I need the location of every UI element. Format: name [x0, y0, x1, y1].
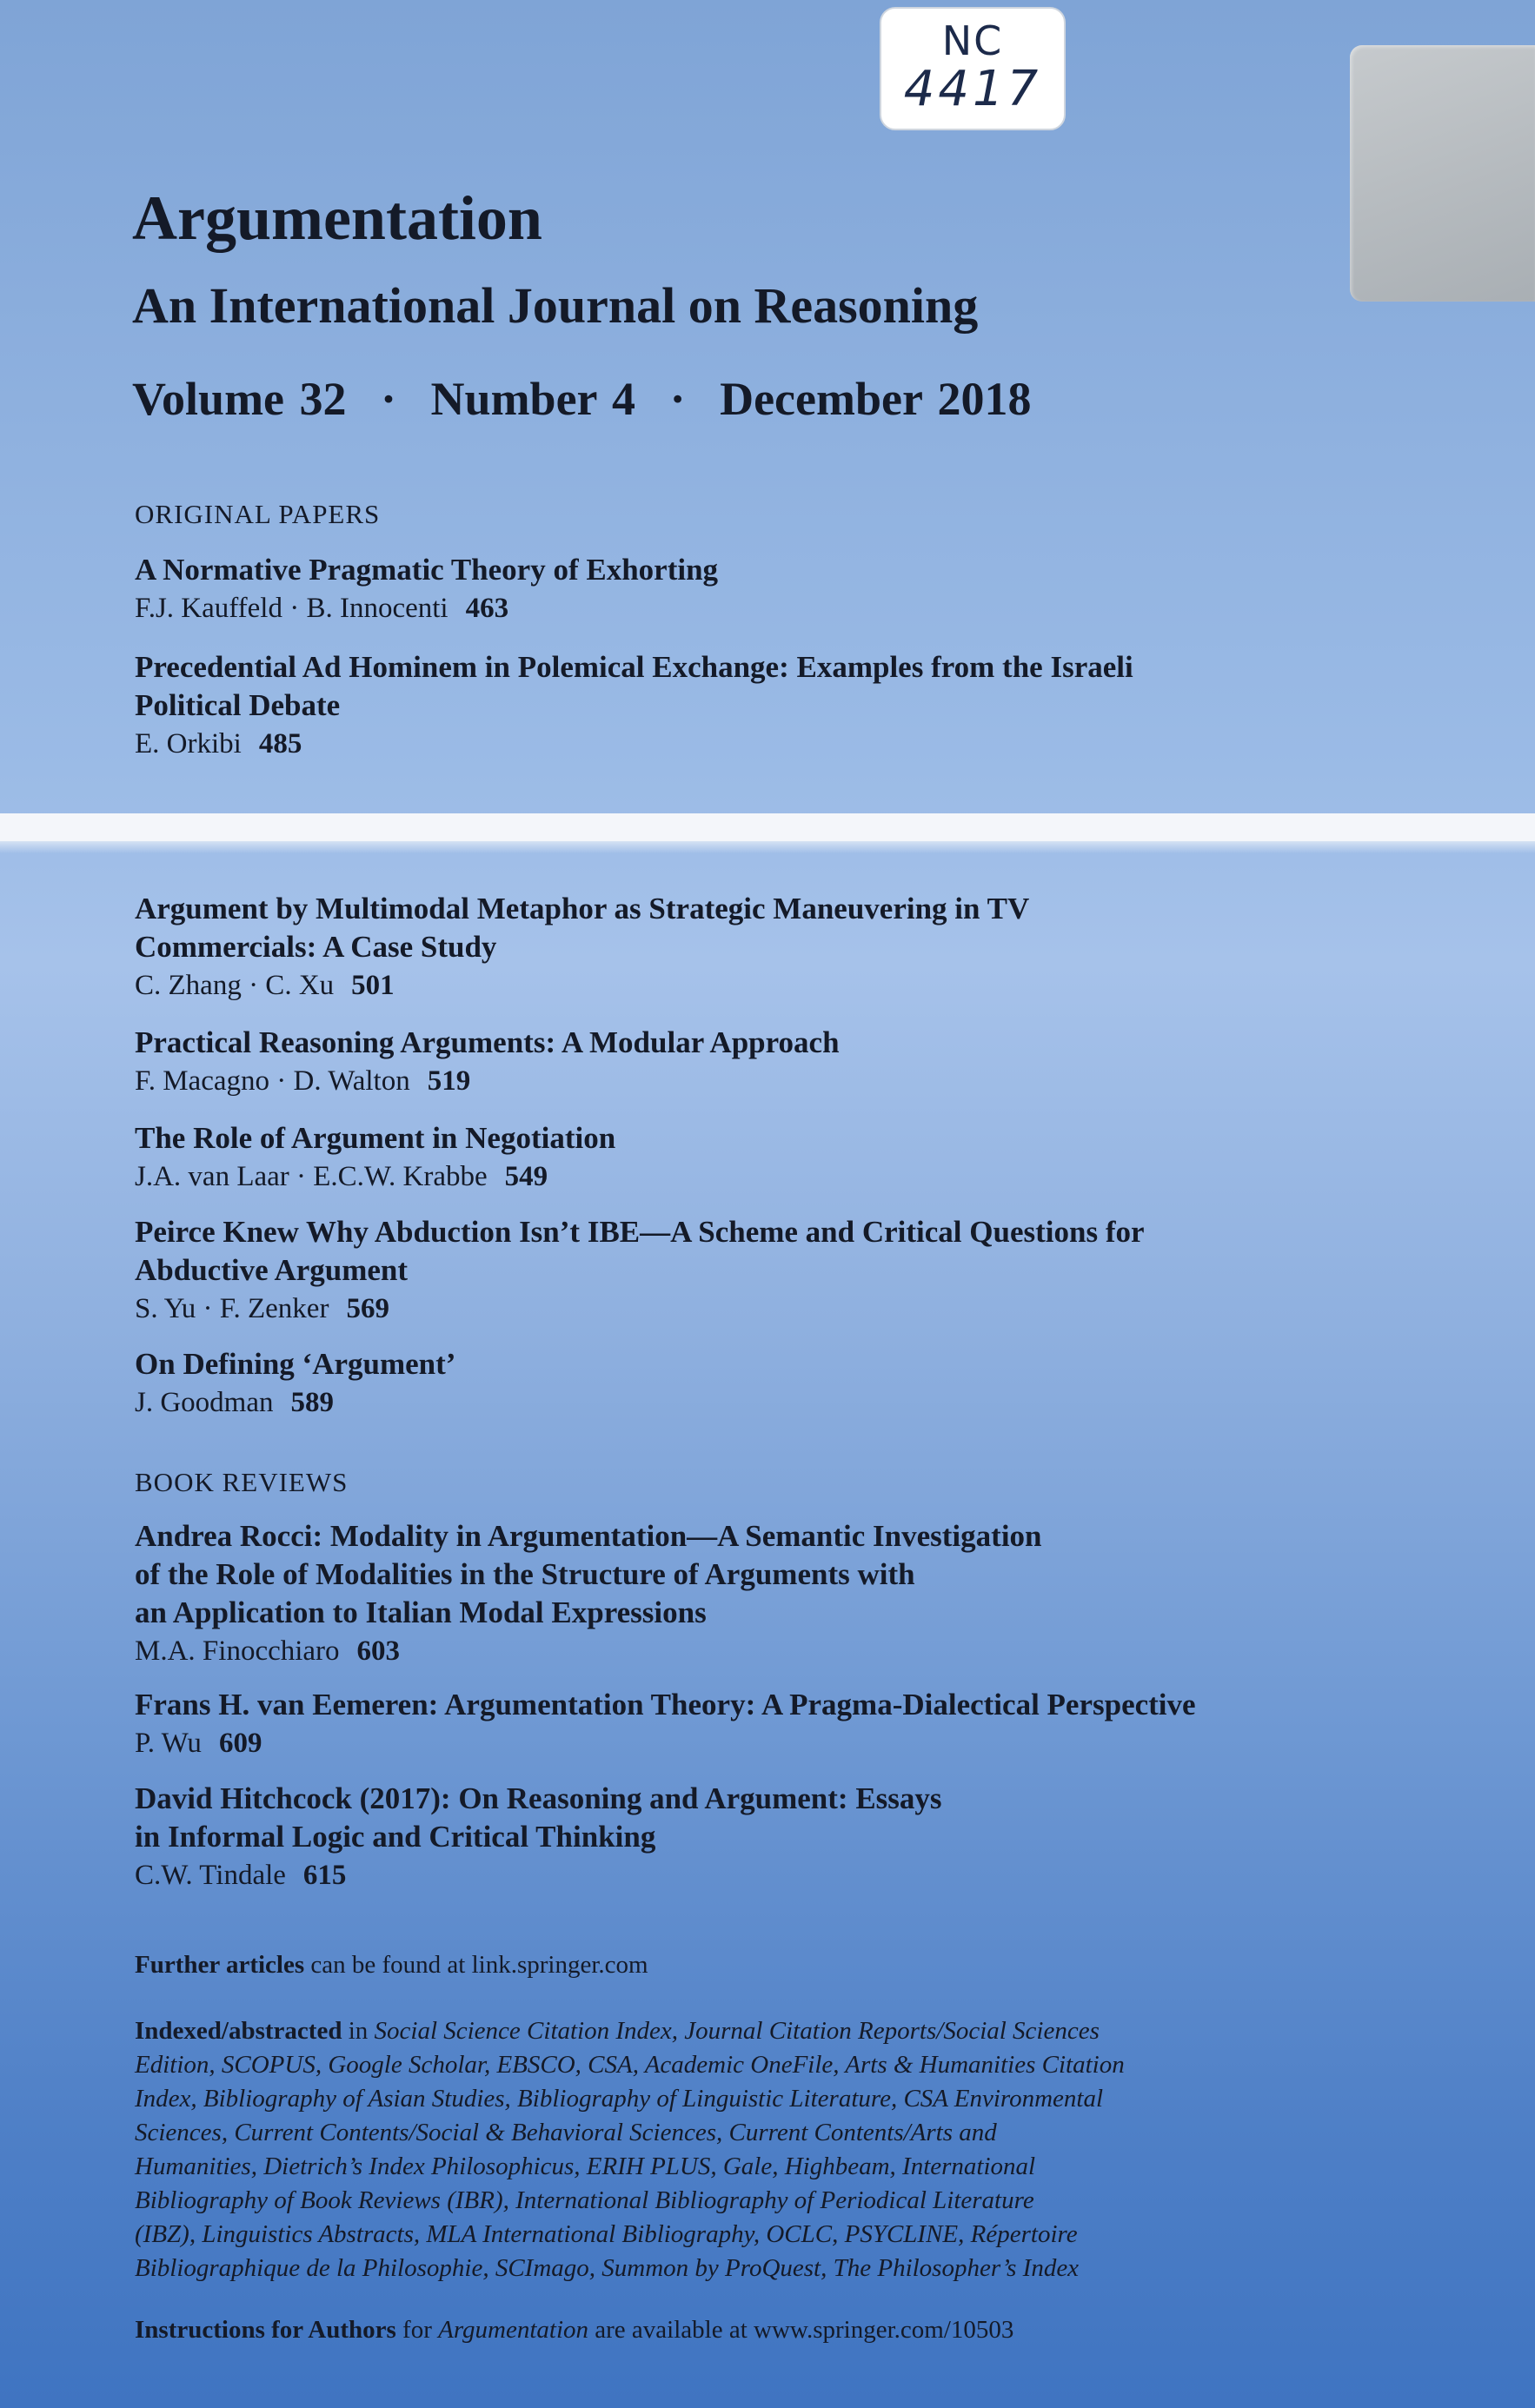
- page-number: 609: [218, 1728, 262, 1759]
- section-book-reviews: BOOK REVIEWS: [135, 1467, 349, 1497]
- page-number: 485: [258, 728, 302, 760]
- article-title: Argument by Multimodal Metaphor as Strategic Maneuvering in TV Commercials: A Case Study: [135, 892, 1030, 964]
- indexed-abstracted-note: Indexed/abstracted in Social Science Citation Index, Journal Citation Reports/Social Sciences Edition, SCOPUS, Google Scholar, EBSCO, CSA, Academic OneFile, Arts & Humanities Citation Index, Bibliography of Asian Studies, Bibliography of Linguistic Literature, CSA Environmental Sciences, Current Contents/Social & Behavioral Sciences, Current Contents/Arts and Humanities, Dietrich’s Index Philosophicus, ERIH PLUS, Gale, Highbeam, International Bibliography of Book Reviews (IBR), International Bibliography of Periodical Literature (IBZ), Linguistics Abstracts, MLA International Bibliography, OCLC, PSYCLINE, Répertoire Bibliographique de la Philosophie, SCImago, Summon by ProQuest, The Philosopher’s Index: [135, 2017, 1125, 2282]
- article-title: Peirce Knew Why Abduction Isn’t IBE—A Scheme and Critical Questions for Abductive Argument: [135, 1215, 1145, 1287]
- toc-entry: [135, 1119, 615, 1196]
- review-author: M.A. Finocchiaro 603: [135, 1635, 401, 1667]
- toc-entry: [135, 890, 1029, 1005]
- call-number-line1: NC: [941, 17, 1004, 64]
- toc-entry: [135, 1517, 1042, 1670]
- page-number: 615: [302, 1860, 347, 1891]
- toc-entry: [135, 1686, 1196, 1762]
- call-number-line2: 4417: [903, 61, 1042, 117]
- article-authors: F.J. Kauffeld · B. Innocenti 463: [135, 593, 509, 624]
- issue-number: Number 4: [430, 373, 636, 425]
- article-title: The Role of Argument in Negotiation: [135, 1121, 616, 1155]
- toc-entry: [135, 1780, 942, 1894]
- review-title: Frans H. van Eemeren: Argumentation Theory: A Pragma-Dialectical Perspective: [135, 1688, 1196, 1721]
- article-authors: J. Goodman 589: [135, 1387, 334, 1418]
- review-title: Andrea Rocci: Modality in Argumentation—A Semantic Investigation of the Role of Modalities in the Structure of Arguments with an Application to Italian Modal Expressions: [135, 1519, 1042, 1629]
- page-number: 569: [346, 1293, 389, 1324]
- article-authors: S. Yu · F. Zenker 569: [135, 1293, 389, 1324]
- article-authors: J.A. van Laar · E.C.W. Krabbe 549: [135, 1161, 548, 1192]
- toc-entry: [135, 1345, 455, 1422]
- article-authors: E. Orkibi 485: [135, 728, 302, 760]
- section-original-papers: ORIGINAL PAPERS: [135, 499, 381, 529]
- page-number: 463: [465, 593, 509, 624]
- article-title: A Normative Pragmatic Theory of Exhorting: [135, 553, 719, 587]
- divider-shadow: [0, 841, 1535, 853]
- separator-dot: ·: [381, 373, 397, 425]
- page-number: 589: [290, 1387, 334, 1418]
- review-title: David Hitchcock (2017): On Reasoning and Argument: Essays in Informal Logic and Critical Thinking: [135, 1781, 942, 1854]
- issue-line: [132, 372, 1031, 426]
- page-number: 603: [356, 1635, 401, 1667]
- review-author: C.W. Tindale 615: [135, 1860, 347, 1891]
- review-author: P. Wu 609: [135, 1728, 262, 1759]
- volume: Volume 32: [132, 373, 347, 425]
- handwritten-call-number-label: [880, 7, 1066, 130]
- white-divider-band: [0, 813, 1535, 841]
- journal-subtitle: An International Journal on Reasoning: [132, 277, 979, 334]
- instructions-for-authors-note: Instructions for Authors for Argumentation are available at www.springer.com/10503: [135, 2316, 1014, 2344]
- article-title: Practical Reasoning Arguments: A Modular Approach: [135, 1025, 840, 1059]
- page-number: 501: [351, 970, 395, 1001]
- article-authors: F. Macagno · D. Walton 519: [135, 1065, 471, 1097]
- issue-date: December 2018: [720, 373, 1032, 425]
- grey-sticker: [1350, 45, 1535, 302]
- article-authors: C. Zhang · C. Xu 501: [135, 970, 395, 1001]
- further-articles-note: Further articles can be found at link.springer.com: [135, 1951, 648, 1979]
- toc-entry: [135, 551, 718, 627]
- article-title: Precedential Ad Hominem in Polemical Exchange: Examples from the Israeli Political Debate: [135, 650, 1133, 722]
- toc-entry: [135, 648, 1133, 763]
- article-title: On Defining ‘Argument’: [135, 1347, 456, 1381]
- journal-title: Argumentation: [132, 183, 542, 253]
- toc-entry: [135, 1024, 840, 1100]
- toc-entry: [135, 1213, 1145, 1328]
- separator-dot: ·: [669, 373, 686, 425]
- page-number: 549: [504, 1161, 548, 1192]
- page-number: 519: [427, 1065, 471, 1097]
